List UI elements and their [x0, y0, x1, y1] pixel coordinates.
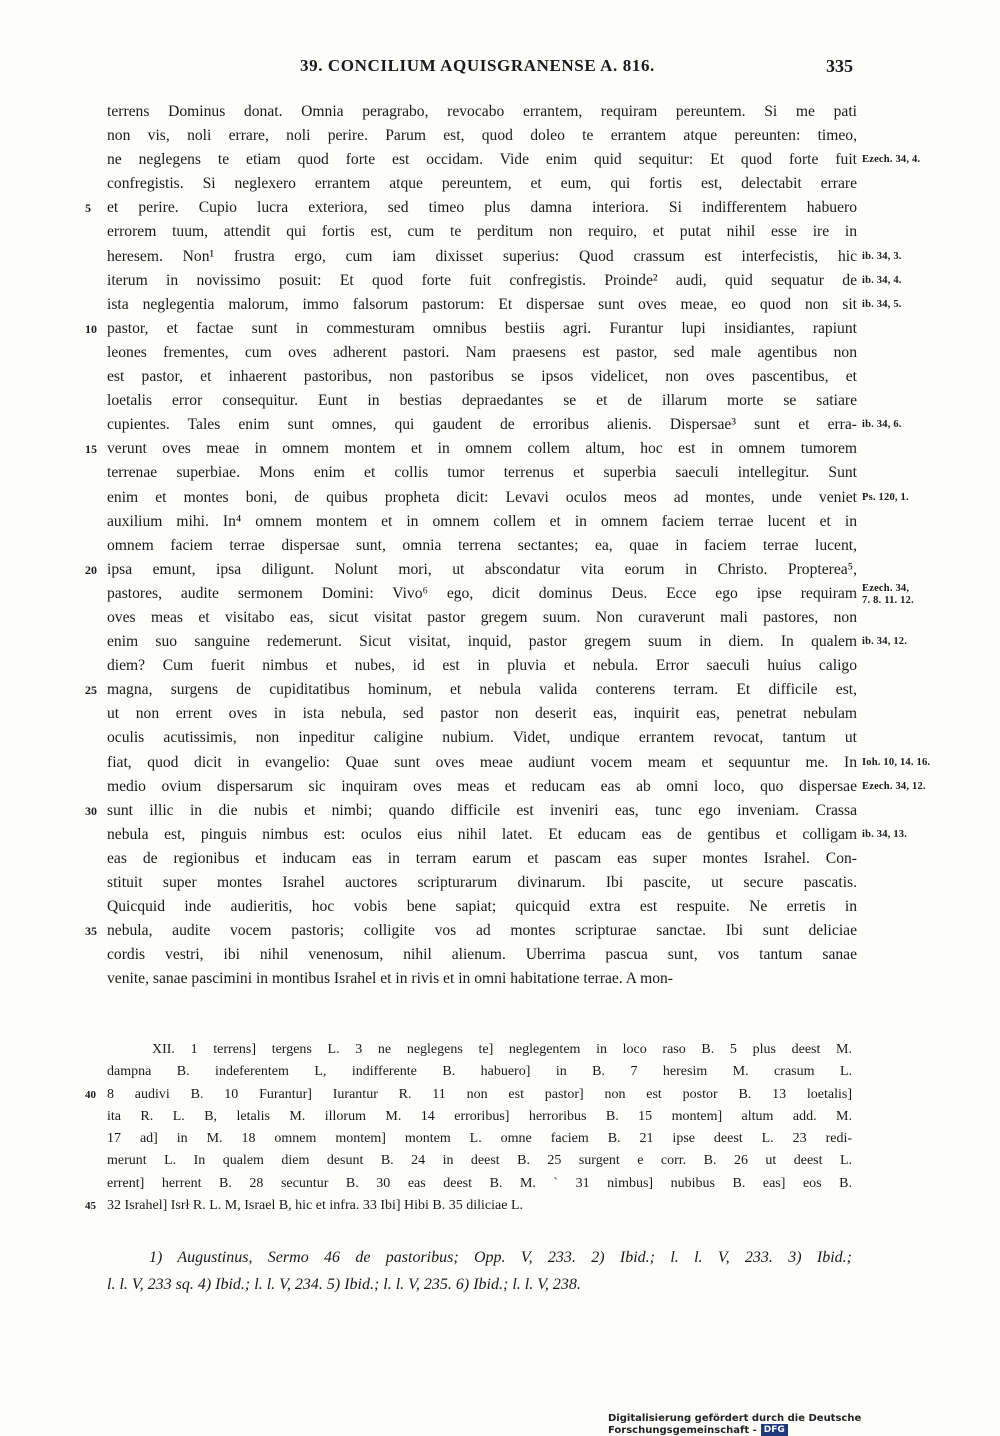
- running-title: 39. CONCILIUM AQUISGRANENSE A. 816.: [300, 56, 655, 75]
- line-text: est pastor, et inhaerent pastoribus, non pastoribus se ipsos videlicet, non oves pascentibus, et: [107, 368, 857, 386]
- text-line: [107, 654, 857, 678]
- text-line: [85, 437, 857, 461]
- text-line: [107, 751, 931, 775]
- marginal-reference: Ezech. 34, 12.: [862, 780, 926, 792]
- line-text: omnem faciem terrae dispersae sunt, omnia terrena sectantes; ea, quae in faciem terrae lucent,: [107, 536, 857, 554]
- footnote-line: 1) Augustinus, Sermo 46 de pastoribus; Opp. V, 233. 2) Ibid.; l. l. V, 233. 3) Ibid.;: [149, 1249, 852, 1266]
- line-text: oculis acutissimis, non inpeditur caligine nubium. Videt, undique errantem revocat, tantum ut: [107, 729, 857, 747]
- apparatus-text: 32 Israhel] Isrł R. L. M, Israel B, hic et infra. 33 Ibi] Hibi B. 35 diliciae L.: [107, 1198, 524, 1214]
- dfg-logo: DFG: [761, 1424, 788, 1436]
- apparatus-line: [107, 1106, 852, 1128]
- line-text: nebula, audite vocem pastoris; colligite vos ad montes scripturae sanctae. Ibi sunt deliciae: [107, 922, 857, 940]
- text-line: [85, 799, 857, 823]
- apparatus-line: [107, 1128, 852, 1150]
- text-line: [107, 486, 909, 510]
- line-text: ne neglegens te etiam quod forte est occidam. Vide enim quid sequitur: Et quod forte fuit: [107, 151, 857, 169]
- text-line: [107, 148, 921, 172]
- main-text: [85, 100, 931, 991]
- marginal-reference: Ezech. 34, 4.: [862, 154, 921, 166]
- critical-apparatus: [85, 1039, 852, 1217]
- apparatus-line: [85, 1195, 852, 1217]
- apparatus-text: 8 audivi B. 10 Furantur] Iurantur R. 11 non est pastor] non est postor B. 13 loetalis]: [107, 1086, 852, 1102]
- line-text: iterum in novissimo posuit: Et quod forte fuit confregistis. Proinde² audi, quid sequatur de: [107, 271, 857, 289]
- text-line: [107, 365, 857, 389]
- line-text: nebula est, pinguis nimbus est: oculos eius nihil latet. Et educam eas de gentibus et colligam: [107, 825, 857, 843]
- line-number: 5: [85, 201, 91, 216]
- line-text: confregistis. Si neglexero errantem atque pereuntem, et eum, qui fortis est, delectabit errare: [107, 175, 857, 193]
- line-text: auxilium mihi. In⁴ omnem montem et in omnem collem et in omnem faciem terrae lucent et in: [107, 512, 857, 530]
- marginal-reference: ib. 34, 5.: [862, 298, 902, 310]
- line-text: fiat, quod dicit in evangelio: Quae sunt oves meae audiunt vocem meam et sequuntur me. In: [107, 753, 857, 771]
- line-number: 15: [85, 442, 97, 457]
- line-text: Quicquid inde audieritis, hoc vobis bene sapiat; quicquid extra est respuite. Ne erretis in: [107, 898, 857, 916]
- line-text: ista neglegentia malorum, immo falsorum pastorum: Et dispersae sunt oves meae, eo quod non sit: [107, 295, 857, 313]
- line-text: terrenae superbiae. Mons enim et collis tumor terrenus et superbia saeculi intellegitur. Sunt: [107, 464, 857, 482]
- text-line: [107, 413, 902, 437]
- line-text: errorem tuum, attendit qui fortis est, cum te perditum non requiro, et putat nihil esse ire in: [107, 223, 857, 241]
- text-line: [107, 389, 857, 413]
- text-line: [107, 510, 857, 534]
- text-line: [107, 124, 857, 148]
- text-line: [107, 726, 857, 750]
- running-header: [0, 56, 1000, 82]
- text-line: [107, 630, 908, 654]
- apparatus-text: ita R. L. B, letalis M. illorum M. 14 erroribus] herroribus B. 15 montem] altum add. M.: [107, 1108, 852, 1124]
- apparatus-line: [107, 1150, 852, 1172]
- text-line: [85, 919, 857, 943]
- apparatus-line: [85, 1084, 852, 1106]
- line-number: 25: [85, 683, 97, 698]
- text-line: [107, 775, 926, 799]
- footnotes: [107, 1244, 852, 1298]
- line-text: sunt illic in die nubis et nimbi; quando difficile est inveniri eas, tunc ego inveniam. Crassa: [107, 801, 857, 819]
- line-text: pastor, et factae sunt in commesturam omnibus bestiis agri. Furantur lupi insidiantes, rapiunt: [107, 319, 857, 337]
- marginal-reference: ib. 34, 12.: [862, 636, 908, 648]
- line-text: loetalis error consequitur. Eunt in bestias depraedantes se et de illarum morte se satiare: [107, 392, 857, 410]
- line-number: 45: [85, 1200, 96, 1213]
- text-line: [107, 245, 902, 269]
- line-text: verunt oves meae in omnem montem et in omnem collem altum, hoc est in omnem tumorem: [107, 440, 857, 458]
- line-text: medio ovium dispersarum sic inquiram oves meas et reducam eas ab omni loco, quo dispersae: [107, 777, 857, 795]
- text-line: [107, 895, 857, 919]
- text-line: [107, 341, 857, 365]
- apparatus-text: dampna B. indeferentem L, indifferente B. habuero] in B. 7 heresim M. crasum L.: [107, 1064, 852, 1080]
- line-text: et perire. Cupio lucra exteriora, sed timeo plus damna interiora. Si indifferentem habuero: [107, 199, 857, 217]
- text-line: [107, 943, 857, 967]
- text-line: [107, 100, 857, 124]
- text-line: [107, 702, 857, 726]
- apparatus-line: [107, 1061, 852, 1083]
- apparatus-text: 17 ad] in M. 18 omnem montem] montem L. omne faciem B. 21 ipse deest L. 23 redi-: [107, 1131, 852, 1147]
- text-line: [85, 317, 857, 341]
- line-text: heresem. Non¹ frustra ergo, cum iam dixisset superius: Quod crassum est interfecistis, hic: [107, 247, 857, 265]
- text-line: [85, 196, 857, 220]
- line-text: ipsa emunt, ipsa diligunt. Nolunt mori, ut abscondatur vita eorum in Christo. Propterea⁵,: [107, 560, 857, 578]
- marginal-reference: ib. 34, 13.: [862, 828, 908, 840]
- text-line: [107, 534, 857, 558]
- line-number: 10: [85, 321, 97, 336]
- text-line: [85, 678, 857, 702]
- marginal-reference: Ezech. 34, 7. 8. 11. 12.: [862, 582, 914, 606]
- marginal-reference: ib. 34, 6.: [862, 419, 902, 431]
- line-number: 40: [85, 1088, 96, 1101]
- line-text: pastores, audite sermonem Domini: Vivo⁶ ego, dicit dominus Deus. Ecce ego ipse requiram: [107, 584, 857, 602]
- marginal-reference: ib. 34, 3.: [862, 250, 902, 262]
- text-line: [107, 172, 857, 196]
- text-line: [107, 220, 857, 244]
- line-text: eas de regionibus et inducam eas in terram earum et pascam eas super montes Israhel. Con-: [107, 849, 857, 867]
- apparatus-line: [107, 1173, 852, 1195]
- text-line: [107, 871, 857, 895]
- marginal-reference: Ioh. 10, 14. 16.: [862, 756, 931, 768]
- marginal-reference: Ps. 120, 1.: [862, 491, 909, 503]
- credit-text: Digitalisierung gefördert durch die Deutsche Forschungsgemeinschaft -: [608, 1413, 862, 1436]
- line-text: terrens Dominus donat. Omnia peragrabo, revocabo errantem, requiram pereuntem. Si me pati: [107, 103, 857, 120]
- text-line: [107, 823, 908, 847]
- apparatus-text: merunt L. In qualem diem desunt B. 24 in deest B. 25 surgent e corr. B. 26 ut deest L.: [107, 1153, 852, 1169]
- text-line: [107, 269, 902, 293]
- line-text: venite, sanae pascimini in montibus Israhel et in rivis et in omni habitatione terrae. A mon-: [107, 970, 674, 988]
- line-text: non vis, noli errare, noli perire. Parum est, quod doleo te errantem atque pereunten: timeo,: [107, 127, 857, 145]
- line-text: stituit super montes Israhel auctores scripturarum divinarum. Ibi pascite, ut secure pascatis.: [107, 874, 857, 891]
- footnote-line: l. l. V, 233 sq. 4) Ibid.; l. l. V, 234. 5) Ibid.; l. l. V, 235. 6) Ibid.; l. l. V, 238.: [107, 1276, 581, 1293]
- line-text: cupientes. Tales enim sunt omnes, qui gaudent de erroribus alienis. Dispersae³ sunt et erra-: [107, 416, 857, 434]
- page-number: 335: [826, 56, 853, 76]
- apparatus-text: XII. 1 terrens] tergens L. 3 ne neglegens te] neglegentem in loco raso B. 5 plus deest M.: [152, 1042, 852, 1057]
- apparatus-line: [107, 1039, 852, 1061]
- apparatus-text: errent] herrent B. 28 secuntur B. 30 eas deest B. M. ` 31 nimbus] nubibus B. eas] eos B.: [107, 1175, 852, 1191]
- line-number: 20: [85, 562, 97, 577]
- text-line: [85, 558, 857, 582]
- line-text: ut non errent oves in ista nebula, sed pastor non deserit eas, inquirit eas, penetrat nebulam: [107, 705, 857, 723]
- marginal-reference: ib. 34, 4.: [862, 274, 902, 286]
- text-line: [107, 461, 857, 485]
- text-line: [107, 967, 857, 991]
- line-text: cordis vestri, ibi nihil venenosum, nihil alienum. Uberrima pascua sunt, vos tantum sanae: [107, 946, 857, 964]
- line-number: 30: [85, 803, 97, 818]
- text-line: [107, 847, 857, 871]
- text-line: [107, 582, 914, 606]
- line-text: enim et montes boni, de quibus propheta dicit: Levavi oculos meos ad montes, unde veniet: [107, 488, 857, 506]
- line-number: 35: [85, 924, 97, 939]
- line-text: magna, surgens de cupiditatibus hominum, et nebula valida conterens terram. Et difficile est,: [107, 681, 857, 699]
- line-text: leones frementes, cum oves adherent pastori. Nam praesens est pastor, sed male agentibus non: [107, 343, 857, 361]
- text-line: [107, 606, 857, 630]
- line-text: enim suo sanguine redemerunt. Sicut visitat, inquid, pastor gregem suum in diem. In qualem: [107, 633, 857, 651]
- line-text: oves meas et visitabo eas, sicut visitat pastor gregem suum. Non curaverunt mali pastores, non: [107, 608, 857, 626]
- line-text: diem? Cum fuerit nimbus et nubes, id est in pluvia et nebula. Error saeculi huius caligo: [107, 657, 857, 675]
- text-line: [107, 293, 902, 317]
- digitization-credit: [608, 1413, 992, 1436]
